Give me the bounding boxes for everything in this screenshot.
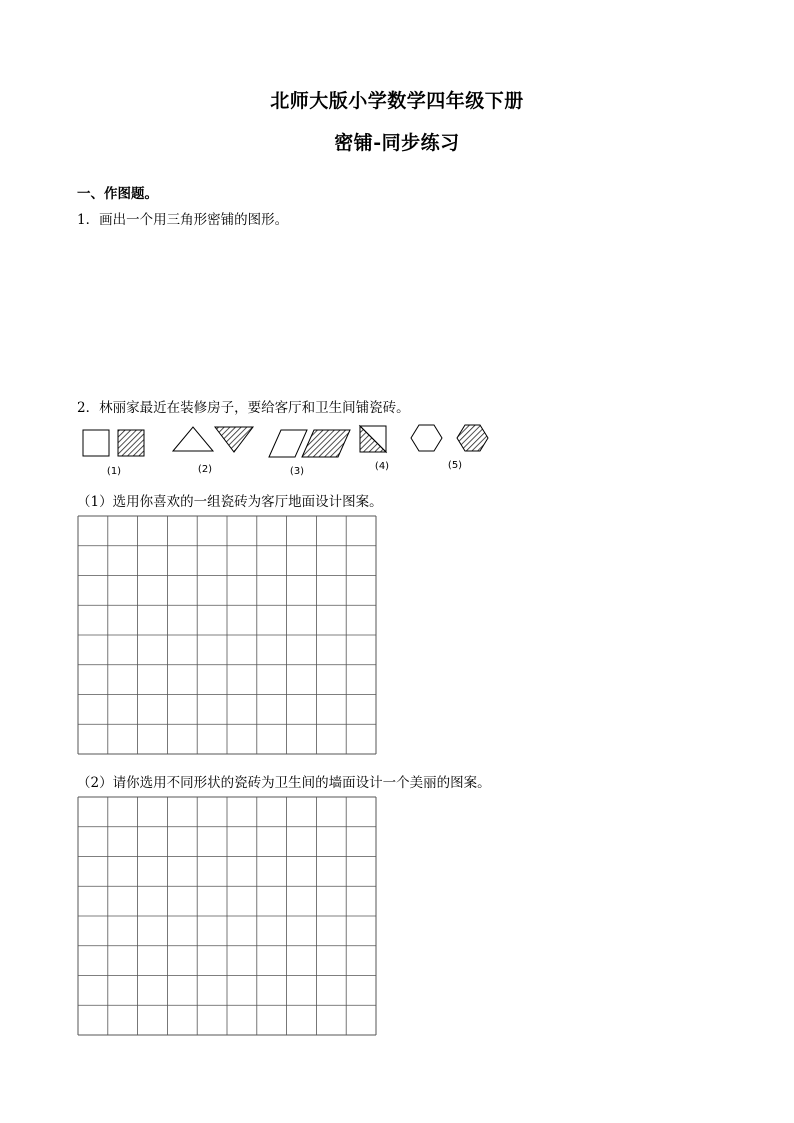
living-room-design-grid[interactable] — [77, 515, 375, 753]
bathroom-design-grid[interactable] — [77, 796, 375, 1034]
tile-options — [78, 420, 508, 482]
hatched-parallelogram-icon — [302, 430, 350, 457]
page-subtitle: 密铺-同步练习 — [334, 132, 460, 154]
triangle-icon — [173, 427, 213, 451]
question-2: 2．林丽家最近在装修房子，要给客厅和卫生间铺瓷砖。 — [77, 400, 410, 416]
grid-lines — [77, 796, 377, 1036]
tile-label-4: (4) — [374, 461, 390, 472]
grid-lines — [77, 515, 377, 755]
page-title: 北师大版小学数学四年级下册 — [270, 90, 524, 112]
hatched-hexagon-icon — [457, 425, 488, 451]
hexagon-icon — [411, 425, 442, 451]
tile-label-5: (5) — [447, 460, 463, 471]
question-1: 1．画出一个用三角形密铺的图形。 — [77, 212, 289, 228]
section-heading: 一、作图题。 — [77, 186, 158, 202]
tile-label-1: (1) — [106, 466, 122, 477]
tile-label-3: (3) — [289, 466, 305, 477]
hatched-inverted-triangle-icon — [215, 427, 253, 452]
square-icon — [83, 430, 109, 456]
hatched-square-icon — [118, 430, 144, 456]
sub-question-1: （1）选用你喜欢的一组瓷砖为客厅地面设计图案。 — [77, 494, 383, 510]
parallelogram-icon — [269, 430, 307, 457]
tile-label-2: (2) — [197, 464, 213, 475]
sub-question-2: （2）请你选用不同形状的瓷砖为卫生间的墙面设计一个美丽的图案。 — [77, 775, 491, 791]
